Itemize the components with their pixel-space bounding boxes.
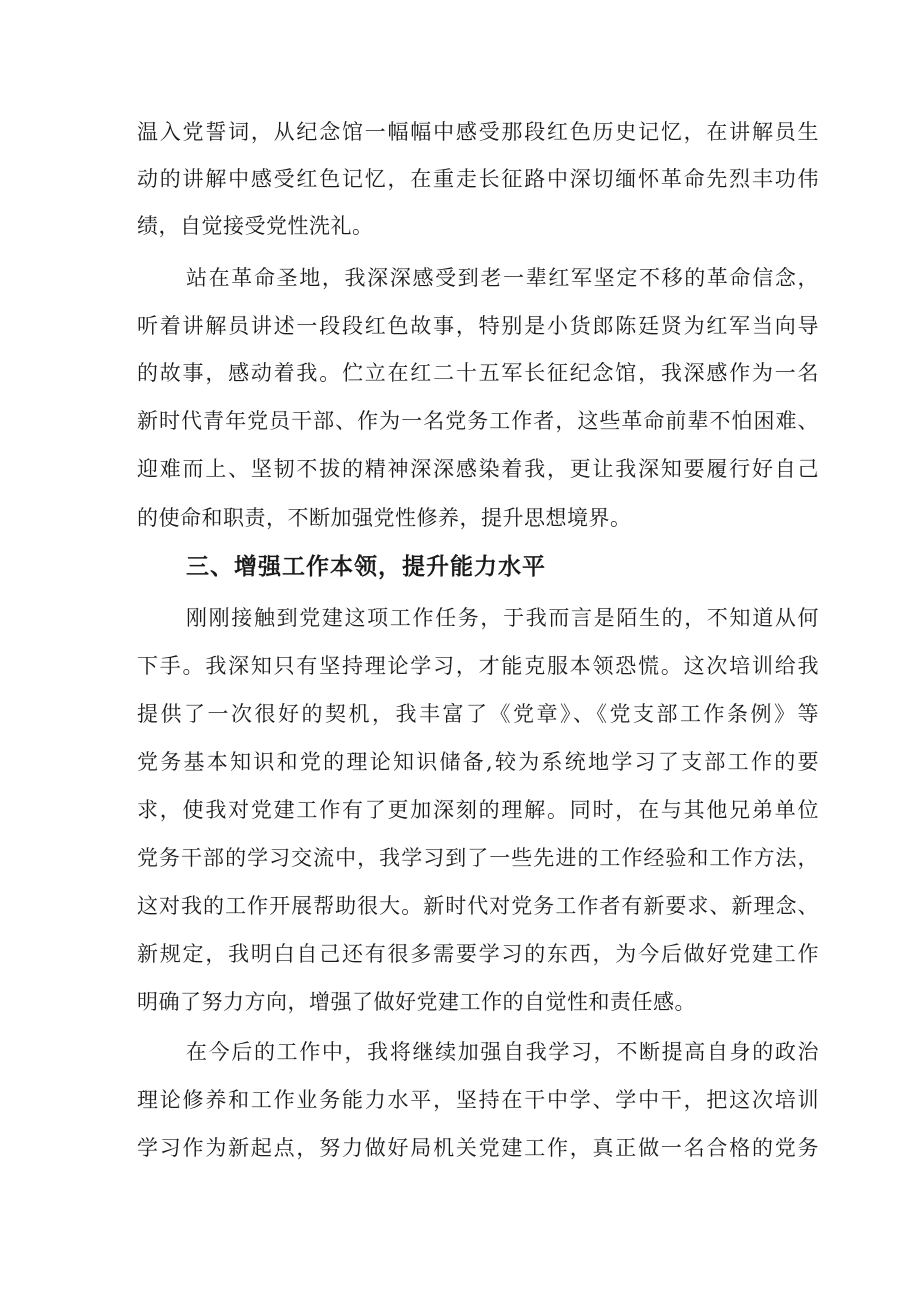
- text-line: 的故事，感动着我。伫立在红二十五军长征纪念馆，我深感作为一名: [137, 361, 819, 385]
- text-line: 听着讲解员讲述一段段红色故事，特别是小货郎陈廷贤为红军当向导: [137, 314, 819, 338]
- text-line: 这对我的工作开展帮助很大。新时代对党务工作者有新要求、新理念、: [137, 894, 819, 918]
- text-line: 求，使我对党建工作有了更加深刻的理解。同时，在与其他兄弟单位: [137, 798, 819, 822]
- text-line: 刚刚接触到党建这项工作任务，于我而言是陌生的，不知道从何: [186, 606, 819, 630]
- text-line: 动的讲解中感受红色记忆，在重走长征路中深切缅怀革命先烈丰功伟: [137, 167, 819, 191]
- text-line: 理论修养和工作业务能力水平，坚持在干中学、学中干，把这次培训: [137, 1088, 819, 1112]
- text-line: 明确了努力方向，增强了做好党建工作的自觉性和责任感。: [137, 990, 696, 1014]
- text-line: 党务干部的学习交流中，我学习到了一些先进的工作经验和工作方法，: [137, 846, 819, 870]
- text-line: 绩，自觉接受党性洗礼。: [137, 214, 374, 238]
- text-line: 下手。我深知只有坚持理论学习，才能克服本领恐慌。这次培训给我: [137, 654, 819, 678]
- text-line: 站在革命圣地，我深深感受到老一辈红军坚定不移的革命信念，: [186, 266, 819, 290]
- text-line: 的使命和职责，不断加强党性修养，提升思想境界。: [137, 506, 632, 530]
- text-line: 迎难而上、坚韧不拔的精神深深感染着我，更让我深知要履行好自己: [137, 457, 819, 481]
- text-line: 在今后的工作中，我将继续加强自我学习，不断提高自身的政治: [186, 1040, 819, 1064]
- text-line: 党务基本知识和党的理论知识储备,较为系统地学习了支部工作的要: [137, 750, 819, 774]
- text-line: 学习作为新起点，努力做好局机关党建工作，真正做一名合格的党务: [137, 1136, 819, 1160]
- text-line: 新时代青年党员干部、作为一名党务工作者，这些革命前辈不怕困难、: [137, 409, 819, 433]
- text-line: 提供了一次很好的契机，我丰富了《党章》、《党支部工作条例》等: [137, 702, 819, 726]
- text-line: 温入党誓词，从纪念馆一幅幅中感受那段红色历史记忆，在讲解员生: [137, 120, 819, 144]
- section-heading: 三、增强工作本领，提升能力水平: [186, 554, 546, 580]
- text-line: 新规定，我明白自己还有很多需要学习的东西，为今后做好党建工作: [137, 942, 819, 966]
